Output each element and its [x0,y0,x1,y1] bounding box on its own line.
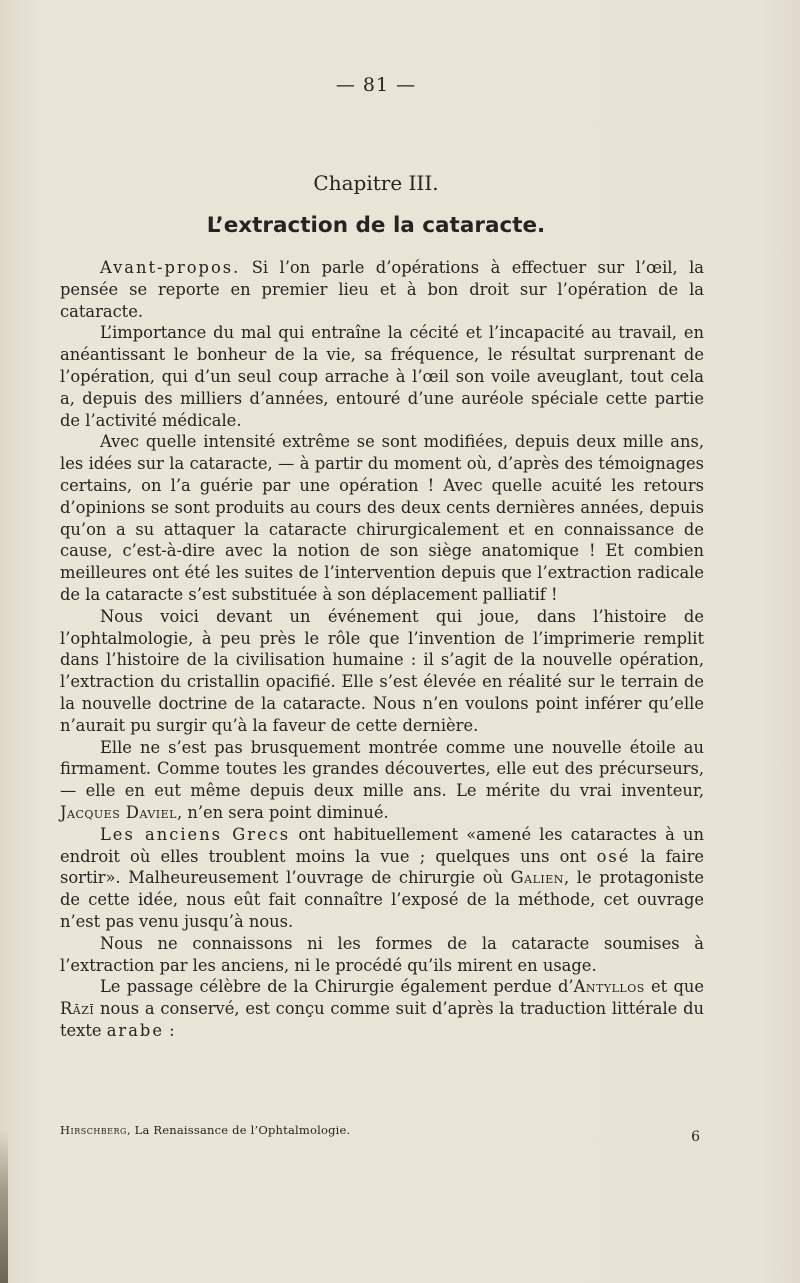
footer [60,1123,700,1145]
paragraph: L’importance du mal qui entraîne la cécité et l’incapacité au travail, en anéantissant le bonheur de la vie, sa fréquence, le résultat surprenant de l’opération, qui d’un seul coup arrache à l’œil son voile aveuglant, tout cela a, depuis des milliers d’années, entouré d’une auréole spéciale cette partie de l’activité médicale. [60,323,704,430]
paragraph-text: et que [644,977,704,997]
paragraph-text: , le protagoniste de cette idée, nous eût fait connaître l’exposé de la méthode, cet ouvrage n’est pas venu jusqu’à nous. [60,868,704,931]
spaced-word: arabe [106,1020,164,1040]
person-name: Antyllos [573,977,645,997]
footer-author: Hirschberg [60,1123,127,1137]
person-name: Rāzī [60,999,95,1019]
page-number: — 81 — [335,74,417,96]
paragraph [60,824,704,933]
paragraph: Avec quelle intensité extrême se sont modifiées, depuis deux mille ans, les idées sur la cataracte, — à partir du moment où, d’après des témoignages certains, on l’a guérie par une opération ! Avec quelle acuité les retours d’opinions se sont produits au cours des deux cents dernières années, depuis qu’on a su attaquer la cataracte chirurgicalement et en connaissance de cause, c’est-à-dire avec la notion de son siège anatomique ! Et combien meilleures ont été les suites de l’intervention depuis que l’extraction radicale de la cataracte s’est substituée à son déplacement palliatif ! [60,432,704,604]
chapter-heading: Chapitre III. [313,171,439,195]
paragraph-text: Le passage célèbre de la Chirurgie également perdue d’ [100,977,574,997]
person-name: Jacques Daviel [60,802,177,822]
body-text [60,257,704,1042]
signature-mark: 6 [691,1129,700,1145]
page-edge-shadow [0,1130,8,1283]
footer-title: , La Renaissance de l’Ophtalmologie. [126,1123,351,1137]
paragraph-text: Elle ne s’est pas brusquement montrée comme une nouvelle étoile au firmament. Comme toutes les grandes découvertes, elle eut des précurseurs, — elle en eut même depuis deux mille ans. Le mérite du vrai inventeur, [60,737,704,801]
paragraph: Nous ne connaissons ni les formes de la cataracte soumises à l’extraction par les anciens, ni le procédé qu’ils mirent en usage. [60,933,704,975]
paragraph: Nous voici devant un événement qui joue, dans l’histoire de l’ophtalmologie, à peu près le rôle que l’invention de l’imprimerie remplit dans l’histoire de la civilisation humaine : il s’agit de la nouvelle opération, l’extraction du cristallin opacifié. Elle s’est élevée en réalité sur le terrain de la nouvelle doctrine de la cataracte. Nous n’en voulons point inférer qu’elle n’aurait pu surgir qu’à la faveur de cette dernière. [60,606,704,735]
paragraph-text: la faire sortir». Malheureusement l’ouvrage de chirurgie où [60,846,705,888]
paragraph [60,976,704,1041]
paragraph [60,737,704,824]
paragraph-lead: Les anciens Grecs [100,824,291,844]
paragraph-text: , n’en sera point diminué. [177,802,389,822]
paragraph [60,257,704,322]
footer-reference [60,1123,350,1137]
paragraph-text: : [163,1020,175,1040]
paragraph-text: ont habituellement «amené les cataractes à un endroit où elles troublent moins la vue ; quelques uns ont [60,824,705,866]
paragraph-text: Si l’on parle d’opérations à effectuer sur l’œil, la pensée se reporte en premier lieu et à bon droit sur l’opération de la cataracte. [60,258,704,321]
chapter-title: L’extraction de la cataracte. [206,213,546,238]
paragraph-text: nous a conservé, est conçu comme suit d’après la traduction littérale du texte [60,999,704,1040]
person-name: Galien [510,868,564,888]
spaced-word: osé [596,846,631,866]
paragraph-lead: Avant-propos. [100,258,241,277]
